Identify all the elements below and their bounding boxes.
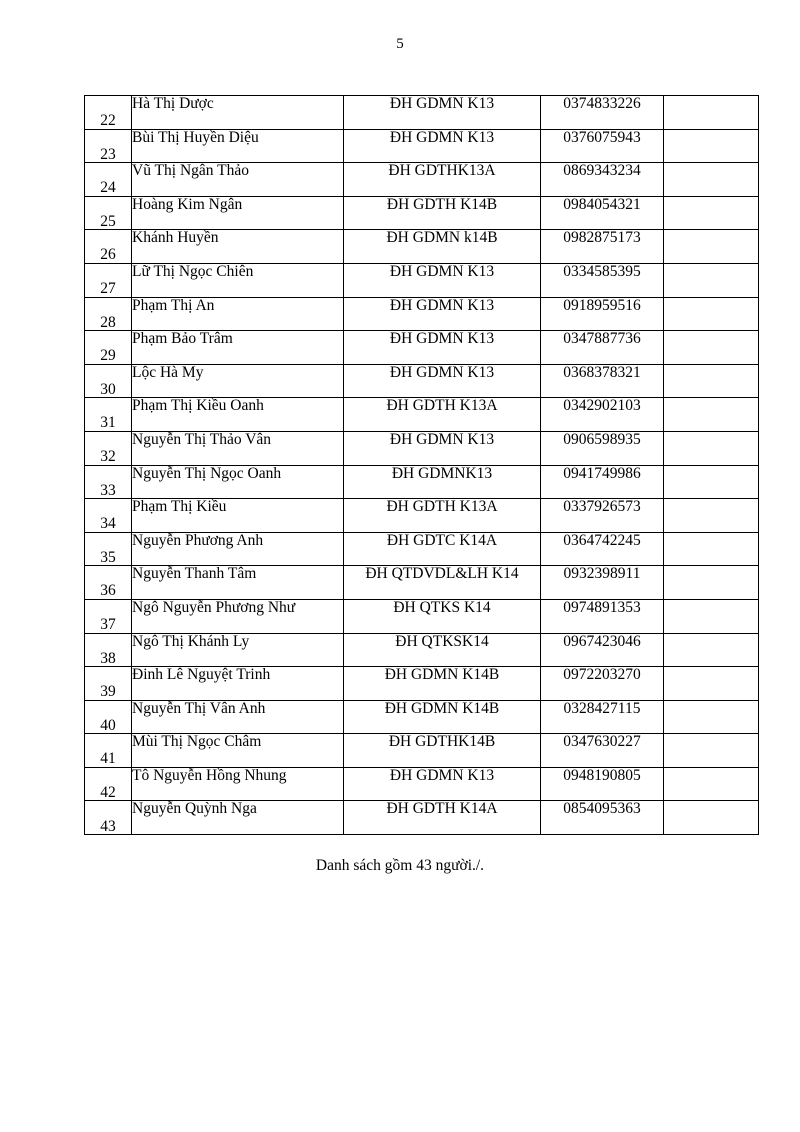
phone-number: 0948190805 [541, 767, 664, 801]
student-name: Phạm Thị Kiều [132, 499, 344, 533]
row-number: 23 [85, 129, 132, 163]
note-cell [664, 465, 759, 499]
phone-number: 0374833226 [541, 96, 664, 130]
table-row [85, 499, 759, 533]
student-name: Lữ Thị Ngọc Chiên [132, 263, 344, 297]
table-row [85, 431, 759, 465]
table-row [85, 599, 759, 633]
note-cell [664, 431, 759, 465]
phone-number: 0906598935 [541, 431, 664, 465]
class-code: ĐH GDTH K14B [344, 196, 541, 230]
student-name: Tô Nguyễn Hồng Nhung [132, 767, 344, 801]
table-row [85, 532, 759, 566]
note-cell [664, 331, 759, 365]
table-row [85, 297, 759, 331]
class-code: ĐH GDMN K13 [344, 129, 541, 163]
phone-number: 0347630227 [541, 734, 664, 768]
student-name: Hoàng Kim Ngân [132, 196, 344, 230]
note-cell [664, 263, 759, 297]
phone-number: 0869343234 [541, 163, 664, 197]
phone-number: 0342902103 [541, 398, 664, 432]
table-row [85, 801, 759, 835]
class-code: ĐH GDMN K13 [344, 331, 541, 365]
note-cell [664, 566, 759, 600]
class-code: ĐH GDMN K14B [344, 667, 541, 701]
class-code: ĐH GDTC K14A [344, 532, 541, 566]
table-row [85, 196, 759, 230]
note-cell [664, 297, 759, 331]
note-cell [664, 196, 759, 230]
student-name: Nguyễn Thị Ngọc Oanh [132, 465, 344, 499]
class-code: ĐH GDMNK13 [344, 465, 541, 499]
phone-number: 0974891353 [541, 599, 664, 633]
page-number: 5 [396, 36, 404, 52]
table-row [85, 667, 759, 701]
class-code: ĐH GDMN K13 [344, 96, 541, 130]
class-code: ĐH GDTHK14B [344, 734, 541, 768]
phone-number: 0368378321 [541, 364, 664, 398]
class-code: ĐH QTDVDL&LH K14 [344, 566, 541, 600]
student-name: Phạm Thị Kiều Oanh [132, 398, 344, 432]
student-name: Lộc Hà My [132, 364, 344, 398]
row-number: 43 [85, 801, 132, 835]
phone-number: 0982875173 [541, 230, 664, 264]
student-name: Vũ Thị Ngân Thảo [132, 163, 344, 197]
note-cell [664, 96, 759, 130]
student-name: Khánh Huyền [132, 230, 344, 264]
class-code: ĐH GDMN k14B [344, 230, 541, 264]
class-code: ĐH GDTH K13A [344, 398, 541, 432]
phone-number: 0854095363 [541, 801, 664, 835]
row-number: 37 [85, 599, 132, 633]
row-number: 32 [85, 431, 132, 465]
phone-number: 0972203270 [541, 667, 664, 701]
class-code: ĐH GDMN K14B [344, 700, 541, 734]
student-name: Ngô Thị Khánh Ly [132, 633, 344, 667]
student-name: Mùi Thị Ngọc Châm [132, 734, 344, 768]
student-name: Đinh Lê Nguyệt Trinh [132, 667, 344, 701]
note-cell [664, 734, 759, 768]
row-number: 24 [85, 163, 132, 197]
row-number: 35 [85, 532, 132, 566]
phone-number: 0328427115 [541, 700, 664, 734]
class-code: ĐH GDMN K13 [344, 263, 541, 297]
table-row [85, 263, 759, 297]
student-name: Nguyễn Thị Vân Anh [132, 700, 344, 734]
note-cell [664, 801, 759, 835]
row-number: 22 [85, 96, 132, 130]
row-number: 30 [85, 364, 132, 398]
student-name: Nguyễn Thanh Tâm [132, 566, 344, 600]
note-cell [664, 667, 759, 701]
student-name: Phạm Bảo Trâm [132, 331, 344, 365]
class-code: ĐH GDMN K13 [344, 767, 541, 801]
row-number: 25 [85, 196, 132, 230]
phone-number: 0932398911 [541, 566, 664, 600]
table-row [85, 96, 759, 130]
class-code: ĐH GDTHK13A [344, 163, 541, 197]
row-number: 38 [85, 633, 132, 667]
student-name: Hà Thị Dược [132, 96, 344, 130]
row-number: 27 [85, 263, 132, 297]
class-code: ĐH GDTH K13A [344, 499, 541, 533]
class-code: ĐH GDMN K13 [344, 364, 541, 398]
note-cell [664, 129, 759, 163]
row-number: 40 [85, 700, 132, 734]
table-row [85, 566, 759, 600]
table-row [85, 129, 759, 163]
note-cell [664, 364, 759, 398]
phone-number: 0334585395 [541, 263, 664, 297]
row-number: 26 [85, 230, 132, 264]
note-cell [664, 532, 759, 566]
class-code: ĐH GDMN K13 [344, 297, 541, 331]
student-name: Nguyễn Phương Anh [132, 532, 344, 566]
note-cell [664, 599, 759, 633]
phone-number: 0337926573 [541, 499, 664, 533]
note-cell [664, 230, 759, 264]
note-cell [664, 633, 759, 667]
student-name: Bùi Thị Huyền Diệu [132, 129, 344, 163]
class-code: ĐH QTKSK14 [344, 633, 541, 667]
row-number: 28 [85, 297, 132, 331]
student-name: Nguyễn Quỳnh Nga [132, 801, 344, 835]
row-number: 39 [85, 667, 132, 701]
table-row [85, 163, 759, 197]
phone-number: 0918959516 [541, 297, 664, 331]
phone-number: 0967423046 [541, 633, 664, 667]
class-code: ĐH QTKS K14 [344, 599, 541, 633]
row-number: 31 [85, 398, 132, 432]
class-code: ĐH GDMN K13 [344, 431, 541, 465]
note-cell [664, 163, 759, 197]
note-cell [664, 767, 759, 801]
table-row [85, 398, 759, 432]
table-row [85, 364, 759, 398]
row-number: 33 [85, 465, 132, 499]
table-row [85, 230, 759, 264]
row-number: 34 [85, 499, 132, 533]
student-name: Ngô Nguyễn Phương Như [132, 599, 344, 633]
row-number: 42 [85, 767, 132, 801]
student-table [84, 95, 759, 835]
student-name: Phạm Thị An [132, 297, 344, 331]
row-number: 41 [85, 734, 132, 768]
table-row [85, 331, 759, 365]
table-row [85, 465, 759, 499]
note-cell [664, 700, 759, 734]
phone-number: 0347887736 [541, 331, 664, 365]
class-code: ĐH GDTH K14A [344, 801, 541, 835]
note-cell [664, 398, 759, 432]
row-number: 36 [85, 566, 132, 600]
table-row [85, 767, 759, 801]
student-table-body [85, 96, 759, 835]
list-total-note: Danh sách gồm 43 người./. [315, 857, 485, 874]
phone-number: 0941749986 [541, 465, 664, 499]
table-row [85, 633, 759, 667]
table-row [85, 734, 759, 768]
phone-number: 0984054321 [541, 196, 664, 230]
row-number: 29 [85, 331, 132, 365]
note-cell [664, 499, 759, 533]
student-name: Nguyễn Thị Thảo Vân [132, 431, 344, 465]
phone-number: 0364742245 [541, 532, 664, 566]
phone-number: 0376075943 [541, 129, 664, 163]
table-row [85, 700, 759, 734]
